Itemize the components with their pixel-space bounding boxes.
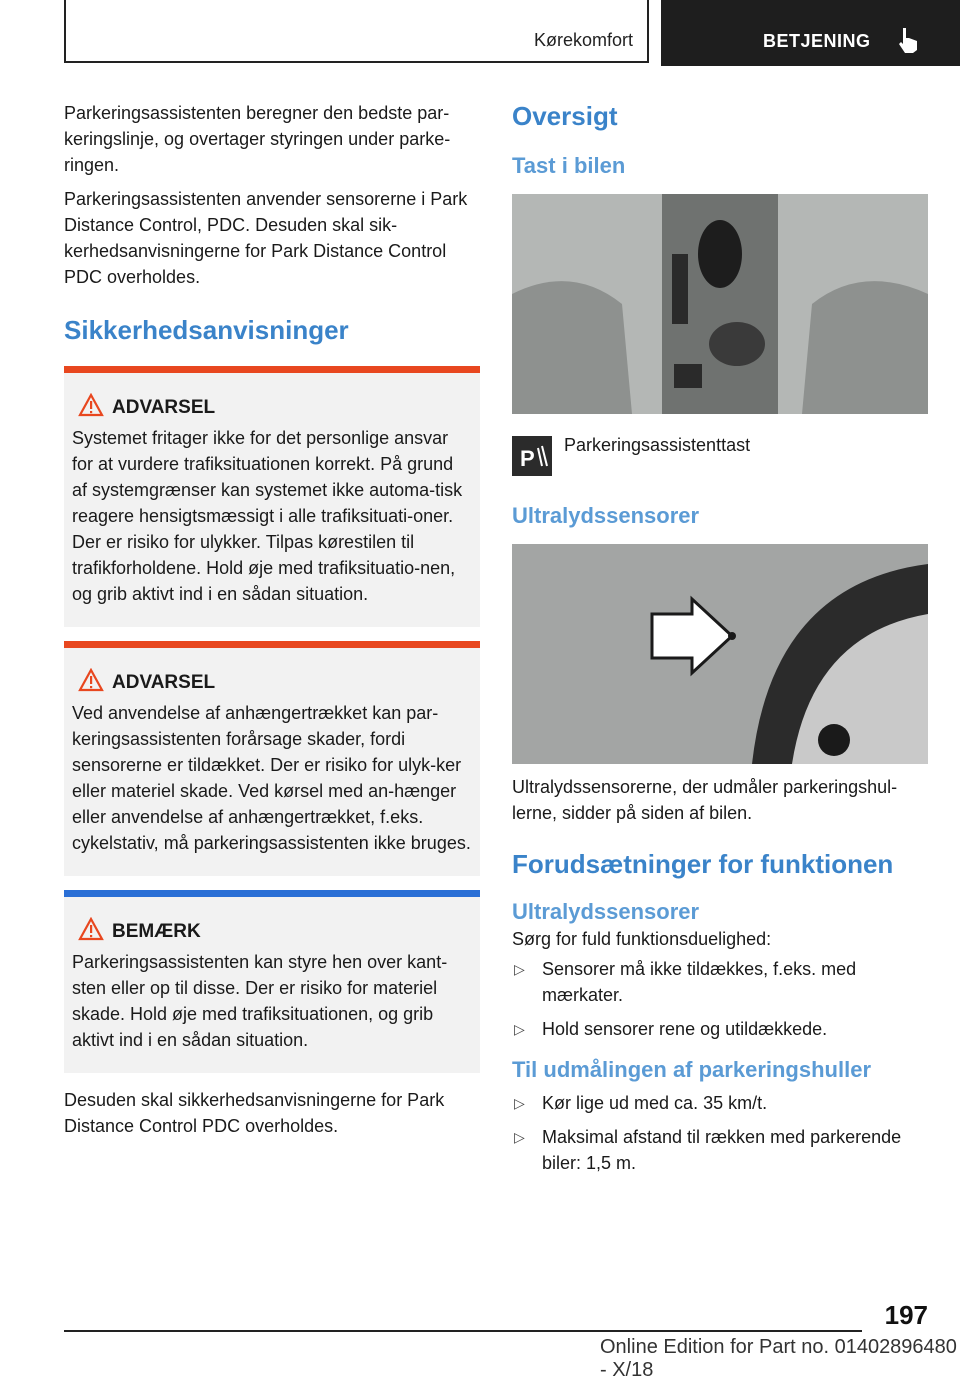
closing-paragraph: Desuden skal sikkerhedsanvisningerne for Park Distance Control PDC overholdes. <box>64 1090 445 1136</box>
sensor-intro: Sørg for fuld funktionsduelighed: <box>512 929 772 949</box>
hand-pointer-icon <box>895 26 921 54</box>
car-wheel-photo <box>512 544 928 764</box>
intro-paragraph-2: Parkeringsassistenten anvender sensorerne i Park Distance Control, PDC. Desuden skal sik-kerhedsanvisningerne for Park Distance Control PDC overholdes. <box>64 189 468 287</box>
warning-text: Systemet fritager ikke for det personlige ansvar for at vurdere trafiksituationen korrekt. På grund af systemgrænser kan systemet ikke automa-tisk reagere hensigtsmæssigt i alle trafiksituati-oner. Der er risiko for ulykker. Tilpas kørestilen til trafikforholdene. Hold øje med trafiksituatio-nen, og grib aktivt ind i en sådan situation. <box>72 428 463 604</box>
sensor-subheading: Ultralydssensorer <box>512 899 700 924</box>
triangle-bullet-icon: ▷ <box>514 1095 525 1111</box>
list-item: ▷ Hold sensorer rene og utildækkede. <box>512 1016 928 1042</box>
triangle-bullet-icon: ▷ <box>514 1129 525 1145</box>
sensor-heading: Ultralydssensorer <box>512 503 700 528</box>
warning-triangle-icon <box>78 668 104 692</box>
button-heading: Tast i bilen <box>512 153 626 178</box>
chapter-tab <box>661 0 960 66</box>
safety-heading: Sikkerhedsanvisninger <box>64 315 349 345</box>
warning-text: Ved anvendelse af anhængertrækket kan par-keringsassistenten forårsage skader, fordi sensorerne er tildækket. Der er risiko for ulyk-ker eller materiel skade. Ved kørsel med an-hænger eller anvendelse af anhængertrækket, f.eks. cykelstativ, må parkeringsassistenten ikke bruges. <box>72 703 471 853</box>
page-header <box>0 0 960 66</box>
button-caption: Parkeringsassistenttast <box>564 435 751 455</box>
list-item: ▷ Sensorer må ikke tildækkes, f.eks. med mærkater. <box>512 956 928 1008</box>
page-number: 197 <box>884 1300 928 1330</box>
measuring-heading: Til udmålingen af parkeringshuller <box>512 1057 872 1082</box>
warning-title: ADVARSEL <box>112 397 216 418</box>
svg-text:P: P <box>520 446 535 471</box>
left-column <box>64 100 480 1145</box>
measuring-list <box>512 1090 928 1176</box>
intro-paragraph-1: Parkeringsassistenten beregner den bedste par-keringslinje, og overtager styringen under parke-ringen. <box>64 103 451 175</box>
warning-triangle-icon <box>78 393 104 417</box>
warning-triangle-icon <box>78 917 104 941</box>
overview-heading: Oversigt <box>512 101 618 131</box>
section-tab <box>64 0 649 63</box>
requirements-heading: Forudsætninger for funktionen <box>512 849 894 879</box>
right-column <box>512 100 928 1184</box>
warning-box-2 <box>64 641 480 876</box>
chapter-title: BETJENING <box>763 31 871 51</box>
list-item: ▷ Maksimal afstand til rækken med parkerende biler: 1,5 m. <box>512 1124 928 1176</box>
triangle-bullet-icon: ▷ <box>514 1021 525 1037</box>
section-title: Kørekomfort <box>533 30 633 50</box>
triangle-bullet-icon: ▷ <box>514 961 525 977</box>
sensor-caption: Ultralydssensorerne, der udmåler parkeringshul-lerne, sidder på siden af bilen. <box>512 777 898 823</box>
warning-title: ADVARSEL <box>112 672 216 693</box>
note-text: Parkeringsassistenten kan styre hen over kant-sten eller op til disse. Der er risiko for materiel skade. Hold øje med trafiksituationen, og grib aktivt ind i en sådan situation. <box>72 952 448 1050</box>
warning-box-1 <box>64 366 480 627</box>
button-legend <box>512 432 928 492</box>
car-console-photo <box>512 194 928 414</box>
sensor-list <box>512 956 928 1042</box>
parking-assistant-button-icon <box>512 436 552 476</box>
note-title: BEMÆRK <box>112 921 201 942</box>
note-box <box>64 890 480 1073</box>
footer-divider <box>64 1330 862 1332</box>
list-item: ▷ Kør lige ud med ca. 35 km/t. <box>512 1090 928 1116</box>
edition-text: Online Edition for Part no. 01402896480 - X/18 <box>600 1336 957 1381</box>
